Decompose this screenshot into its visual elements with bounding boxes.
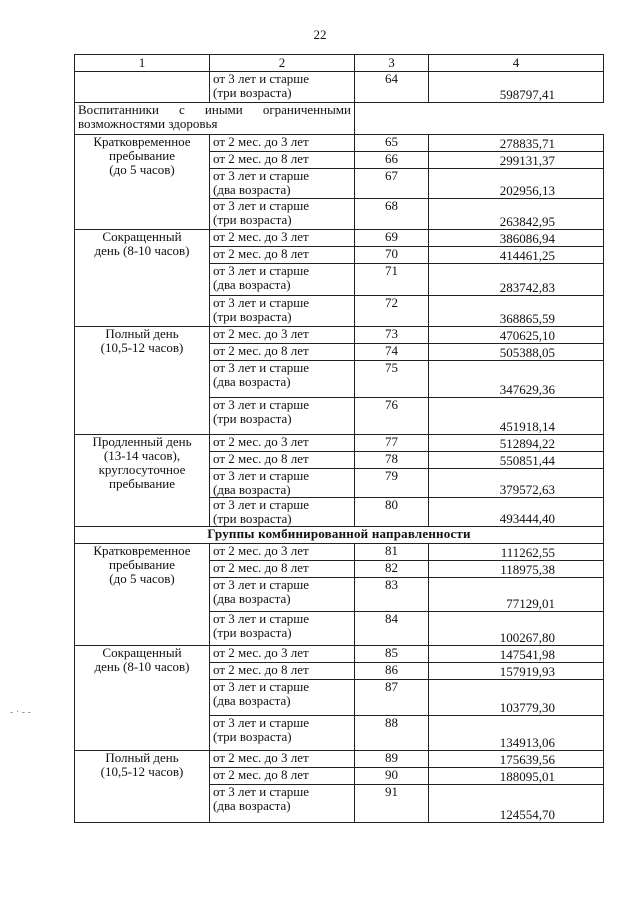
amount-cell: 100267,80 xyxy=(429,612,604,646)
age-cell: от 2 мес. до 3 лет xyxy=(210,544,355,561)
amount-cell: 175639,56 xyxy=(429,751,604,768)
code-cell: 70 xyxy=(355,247,429,264)
code-cell: 72 xyxy=(355,296,429,327)
code-cell: 79 xyxy=(355,469,429,498)
amount-cell: 283742,83 xyxy=(429,264,604,296)
age-cell: от 3 лет и старше (два возраста) xyxy=(210,785,355,823)
age-cell: от 2 мес. до 3 лет xyxy=(210,230,355,247)
regime-cell: Кратковременное пребывание (до 5 часов) xyxy=(75,544,210,646)
code-cell: 74 xyxy=(355,344,429,361)
code-cell: 83 xyxy=(355,578,429,612)
age-cell: от 3 лет и старше (три возраста) xyxy=(210,398,355,435)
data-table xyxy=(74,54,604,823)
table-body xyxy=(75,55,604,823)
regime-cell: Сокращенный день (8-10 часов) xyxy=(75,230,210,327)
regime-cell: Продленный день (13-14 часов), круглосуточное пребывание xyxy=(75,435,210,527)
age-cell: от 2 мес. до 3 лет xyxy=(210,435,355,452)
age-cell: от 2 мес. до 8 лет xyxy=(210,344,355,361)
code-cell: 87 xyxy=(355,680,429,716)
amount-cell: 118975,38 xyxy=(429,561,604,578)
table-row xyxy=(75,327,604,344)
age-cell: от 3 лет и старше (два возраста) xyxy=(210,469,355,498)
table-row xyxy=(75,72,604,103)
code-cell: 86 xyxy=(355,663,429,680)
code-cell: 64 xyxy=(355,72,429,103)
code-cell: 77 xyxy=(355,435,429,452)
age-cell: от 3 лет и старше (три возраста) xyxy=(210,296,355,327)
amount-cell: 379572,63 xyxy=(429,469,604,498)
age-cell: от 3 лет и старше (три возраста) xyxy=(210,72,355,103)
age-cell: от 2 мес. до 3 лет xyxy=(210,135,355,152)
amount-cell: 124554,70 xyxy=(429,785,604,823)
code-cell: 73 xyxy=(355,327,429,344)
amount-cell: 368865,59 xyxy=(429,296,604,327)
table-row xyxy=(75,135,604,152)
regime-cell xyxy=(75,72,210,103)
age-cell: от 3 лет и старше (два возраста) xyxy=(210,169,355,199)
table-row xyxy=(75,544,604,561)
code-cell: 89 xyxy=(355,751,429,768)
regime-cell: Кратковременное пребывание (до 5 часов) xyxy=(75,135,210,230)
age-cell: от 3 лет и старше (два возраста) xyxy=(210,680,355,716)
group-title: Группы комбинированной направленности xyxy=(75,527,604,544)
amount-cell: 451918,14 xyxy=(429,398,604,435)
code-cell: 90 xyxy=(355,768,429,785)
amount-cell: 278835,71 xyxy=(429,135,604,152)
regime-cell: Полный день (10,5-12 часов) xyxy=(75,327,210,435)
amount-cell: 111262,55 xyxy=(429,544,604,561)
scan-artifact: - · - - xyxy=(10,707,31,718)
age-cell: от 2 мес. до 8 лет xyxy=(210,247,355,264)
section-label: Воспитанники с иными ограниченными возможностями здоровья xyxy=(75,103,355,135)
group-row xyxy=(75,527,604,544)
page-number: 22 xyxy=(313,27,327,42)
code-cell: 75 xyxy=(355,361,429,398)
column-header-2: 2 xyxy=(210,55,355,72)
code-cell: 76 xyxy=(355,398,429,435)
amount-cell: 505388,05 xyxy=(429,344,604,361)
code-cell: 88 xyxy=(355,716,429,751)
amount-cell: 299131,37 xyxy=(429,152,604,169)
amount-cell: 470625,10 xyxy=(429,327,604,344)
amount-cell: 77129,01 xyxy=(429,578,604,612)
table-row xyxy=(75,435,604,452)
amount-cell: 598797,41 xyxy=(429,72,604,103)
code-cell: 80 xyxy=(355,498,429,527)
code-cell: 85 xyxy=(355,646,429,663)
amount-cell: 386086,94 xyxy=(429,230,604,247)
amount-cell: 414461,25 xyxy=(429,247,604,264)
amount-cell: 157919,93 xyxy=(429,663,604,680)
age-cell: от 3 лет и старше (три возраста) xyxy=(210,612,355,646)
age-cell: от 3 лет и старше (три возраста) xyxy=(210,498,355,527)
age-cell: от 2 мес. до 8 лет xyxy=(210,663,355,680)
regime-cell: Сокращенный день (8-10 часов) xyxy=(75,646,210,751)
amount-cell: 147541,98 xyxy=(429,646,604,663)
age-cell: от 2 мес. до 3 лет xyxy=(210,646,355,663)
age-cell: от 3 лет и старше (два возраста) xyxy=(210,361,355,398)
age-cell: от 2 мес. до 8 лет xyxy=(210,768,355,785)
column-header-3: 3 xyxy=(355,55,429,72)
code-cell: 65 xyxy=(355,135,429,152)
section-row xyxy=(75,103,604,135)
code-cell: 68 xyxy=(355,199,429,230)
code-cell: 67 xyxy=(355,169,429,199)
table-row xyxy=(75,646,604,663)
header-row xyxy=(75,55,604,72)
amount-cell: 263842,95 xyxy=(429,199,604,230)
age-cell: от 3 лет и старше (два возраста) xyxy=(210,264,355,296)
section-empty-cell xyxy=(355,103,604,135)
age-cell: от 2 мес. до 8 лет xyxy=(210,152,355,169)
code-cell: 71 xyxy=(355,264,429,296)
code-cell: 82 xyxy=(355,561,429,578)
age-cell: от 2 мес. до 8 лет xyxy=(210,561,355,578)
amount-cell: 347629,36 xyxy=(429,361,604,398)
code-cell: 69 xyxy=(355,230,429,247)
age-cell: от 3 лет и старше (два возраста) xyxy=(210,578,355,612)
amount-cell: 202956,13 xyxy=(429,169,604,199)
amount-cell: 134913,06 xyxy=(429,716,604,751)
code-cell: 66 xyxy=(355,152,429,169)
age-cell: от 3 лет и старше (три возраста) xyxy=(210,716,355,751)
regime-cell: Полный день (10,5-12 часов) xyxy=(75,751,210,823)
age-cell: от 2 мес. до 8 лет xyxy=(210,452,355,469)
amount-cell: 188095,01 xyxy=(429,768,604,785)
amount-cell: 103779,30 xyxy=(429,680,604,716)
code-cell: 84 xyxy=(355,612,429,646)
age-cell: от 3 лет и старше (три возраста) xyxy=(210,199,355,230)
code-cell: 81 xyxy=(355,544,429,561)
age-cell: от 2 мес. до 3 лет xyxy=(210,327,355,344)
table-row xyxy=(75,230,604,247)
code-cell: 78 xyxy=(355,452,429,469)
column-header-1: 1 xyxy=(75,55,210,72)
table-row xyxy=(75,751,604,768)
age-cell: от 2 мес. до 3 лет xyxy=(210,751,355,768)
amount-cell: 512894,22 xyxy=(429,435,604,452)
code-cell: 91 xyxy=(355,785,429,823)
amount-cell: 550851,44 xyxy=(429,452,604,469)
column-header-4: 4 xyxy=(429,55,604,72)
amount-cell: 493444,40 xyxy=(429,498,604,527)
